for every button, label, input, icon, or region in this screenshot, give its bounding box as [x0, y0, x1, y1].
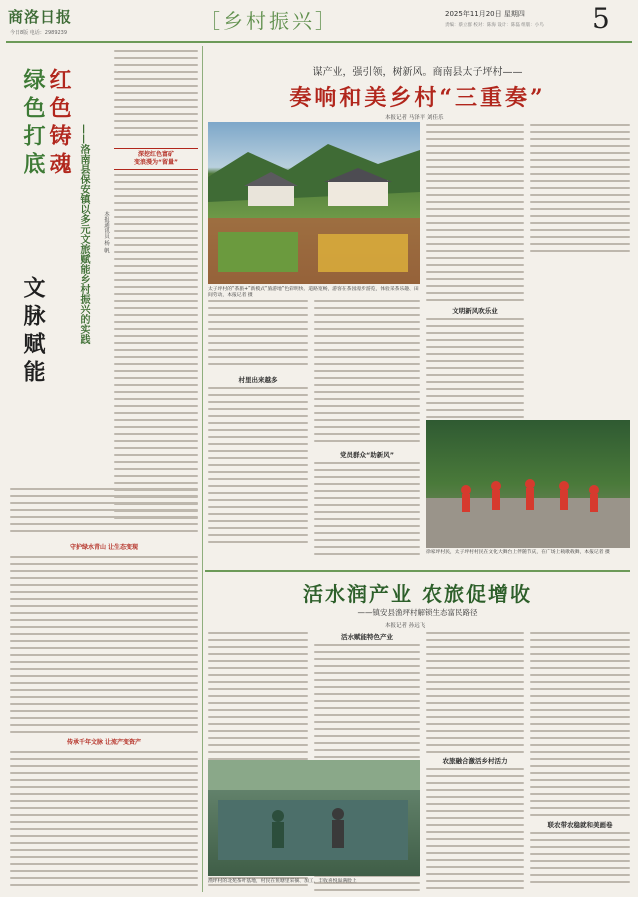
masthead-logo: 商洛日报: [8, 8, 73, 26]
bottom-text-col-4: [530, 632, 630, 821]
pond-photo-caption: 渔坪村的北苑茶叶基地，村民在鱼塘里采摘、加工，丰收喜悦溢满脸上: [208, 879, 357, 884]
dancers-illustration: [426, 420, 630, 548]
bottom-story-byline: 本报记者 孙远飞: [385, 623, 426, 629]
top-section-heading-1: 村里出来越多: [238, 376, 278, 384]
bottom-section-heading-2: 农旅融合激活乡村活力: [442, 757, 508, 765]
top-story-kicker: 谋产业，强引领，树新风。商南县太子坪村——: [312, 67, 523, 78]
pond-illustration: [208, 760, 420, 876]
feature-subtitle: ——洛南县保安镇以多元文旅赋能乡村振兴的实践: [78, 124, 89, 344]
top-story-headline: 奏响和美乡村“三重奏”: [289, 85, 546, 111]
story-divider: [205, 570, 630, 572]
top-section-heading-3: 党员群众“助新风”: [339, 451, 395, 459]
village-photo: [208, 122, 420, 284]
bottom-text-col-3: [426, 632, 524, 758]
top-text-col-1b: [208, 387, 308, 548]
feature-title-black: 文脉赋能: [20, 276, 46, 388]
left-feature: [6, 46, 200, 892]
feature-reporter: 本报通讯员 杨 帆: [103, 211, 109, 253]
section-title: ［乡村振兴］: [200, 9, 338, 33]
masthead: [0, 0, 638, 42]
feature-box-heading-3: 传承千年文脉 让流产变资产: [66, 739, 142, 746]
feature-title-green: 绿色打底: [20, 68, 46, 180]
bottom-section-heading-1: 活水赋能特色产业: [341, 633, 393, 641]
bottom-text-col-4b: [530, 832, 630, 888]
top-text-col-1c: [314, 300, 420, 447]
issue-info: 今日8版 电话：2989239: [10, 30, 68, 36]
feature-text-1: [114, 174, 198, 524]
bottom-story-headline: 活水润产业 农旅促增收: [303, 582, 532, 606]
performance-photo-caption: 徐家坪村民，太子坪村村民在文化大舞台上伴随节庆，在广场上载歌载舞，本报记者 摄: [426, 550, 610, 555]
feature-title-red: 红色铸魂: [46, 68, 72, 180]
feature-box-heading-1: 深挖红色富矿 变浪漫为“留量”: [114, 148, 198, 170]
page-number: 5: [592, 2, 610, 35]
fish-pond-photo: [208, 760, 420, 876]
editors-line: 责编：蔡立群 校对：陈海 设计：陈磊 组版：小鸟: [445, 23, 544, 28]
bottom-story-subtitle: ——镇安县渔坪村解锁生态富民路径: [357, 608, 478, 617]
top-photo-caption: 太子坪村的“茶旅+”新模式“旅游地”色彩明快、道路宽畅，游客在茶园漫步游览，体验采茶乐趣、田间劳动，本报记者 摄: [208, 287, 419, 298]
top-section-heading-2: 文明新风吹乐业: [452, 307, 498, 315]
feature-box-heading-2: 守护绿水青山 让生态变现: [69, 544, 139, 551]
performance-photo: [426, 420, 630, 548]
top-story-byline: 本报记者 马泽平 刘佳乐: [385, 115, 444, 121]
top-text-col-1d: [314, 462, 420, 560]
dateline: 2025年11月20日 星期四: [445, 10, 525, 18]
top-text-col-2: [426, 124, 524, 306]
top-text-col-1a: [208, 300, 308, 370]
village-illustration: [208, 122, 420, 284]
feature-text-3: [10, 556, 198, 738]
bottom-text-col-3b: [426, 768, 524, 894]
masthead-rule: [6, 41, 632, 43]
feature-text-4: [10, 751, 198, 891]
bottom-section-heading-3: 联农带农稳就和美画卷: [547, 821, 613, 829]
top-text-col-3: [530, 124, 630, 257]
feature-text-2: [10, 488, 198, 537]
column-divider: [202, 46, 203, 892]
feature-text-intro: [114, 50, 198, 141]
